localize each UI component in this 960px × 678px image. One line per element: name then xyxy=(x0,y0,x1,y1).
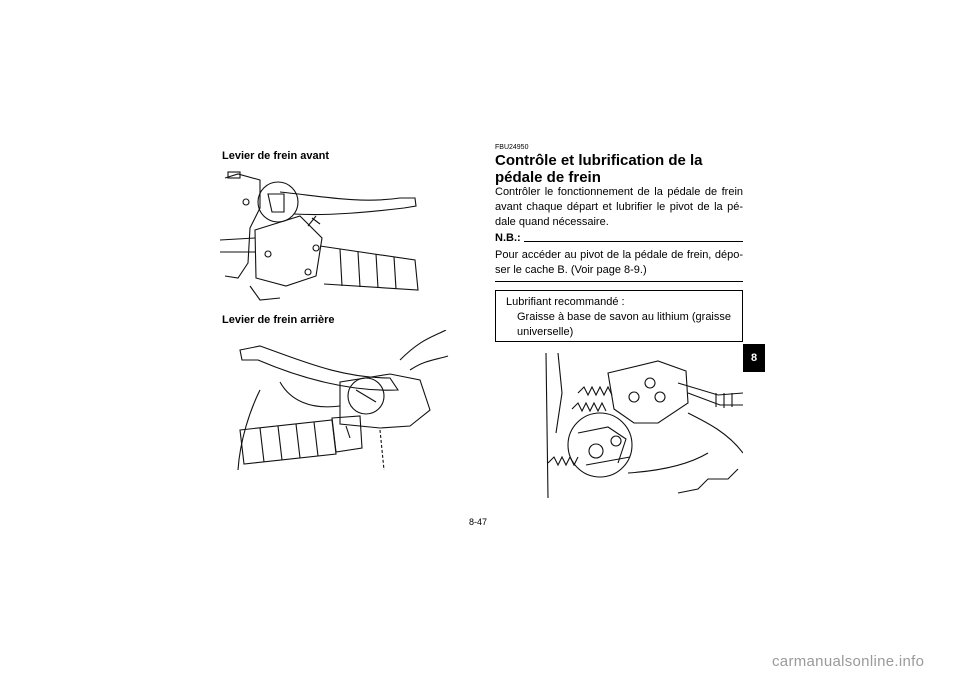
lubricant-box xyxy=(495,290,743,342)
front-brake-lever-heading: Levier de frein avant xyxy=(222,150,329,162)
note-rule xyxy=(524,241,743,242)
lubricant-box-value: Graisse à base de savon au lithium (graisse universelle) xyxy=(517,311,731,338)
page-number: 8-47 xyxy=(469,517,488,527)
section-code: FBU24950 xyxy=(495,144,529,151)
note-label: N.B.: xyxy=(495,232,521,244)
note-bottom-rule xyxy=(495,281,743,282)
note-header xyxy=(495,232,743,244)
watermark: carmanualsonline.info xyxy=(772,653,925,670)
lubricant-box-title: Lubrifiant recommandé : xyxy=(506,296,625,308)
section-paragraph: Contrôler le fonctionnement de la pédale de frein avant chaque départ et lubrifier le pivot de la pé-dale quand nécessaire. xyxy=(495,186,743,228)
front-brake-lever-illustration xyxy=(220,168,435,303)
rear-brake-lever-heading: Levier de frein arrière xyxy=(222,314,335,326)
chapter-tab: 8 xyxy=(743,344,765,372)
note-text: Pour accéder au pivot de la pédale de frein, dépo-ser le cache B. (Voir page 8-9.) xyxy=(495,249,743,276)
rear-brake-lever-illustration xyxy=(220,330,450,470)
section-title: Contrôle et lubrification de la pédale de frein xyxy=(495,152,703,186)
brake-pedal-pivot-illustration xyxy=(538,353,743,498)
